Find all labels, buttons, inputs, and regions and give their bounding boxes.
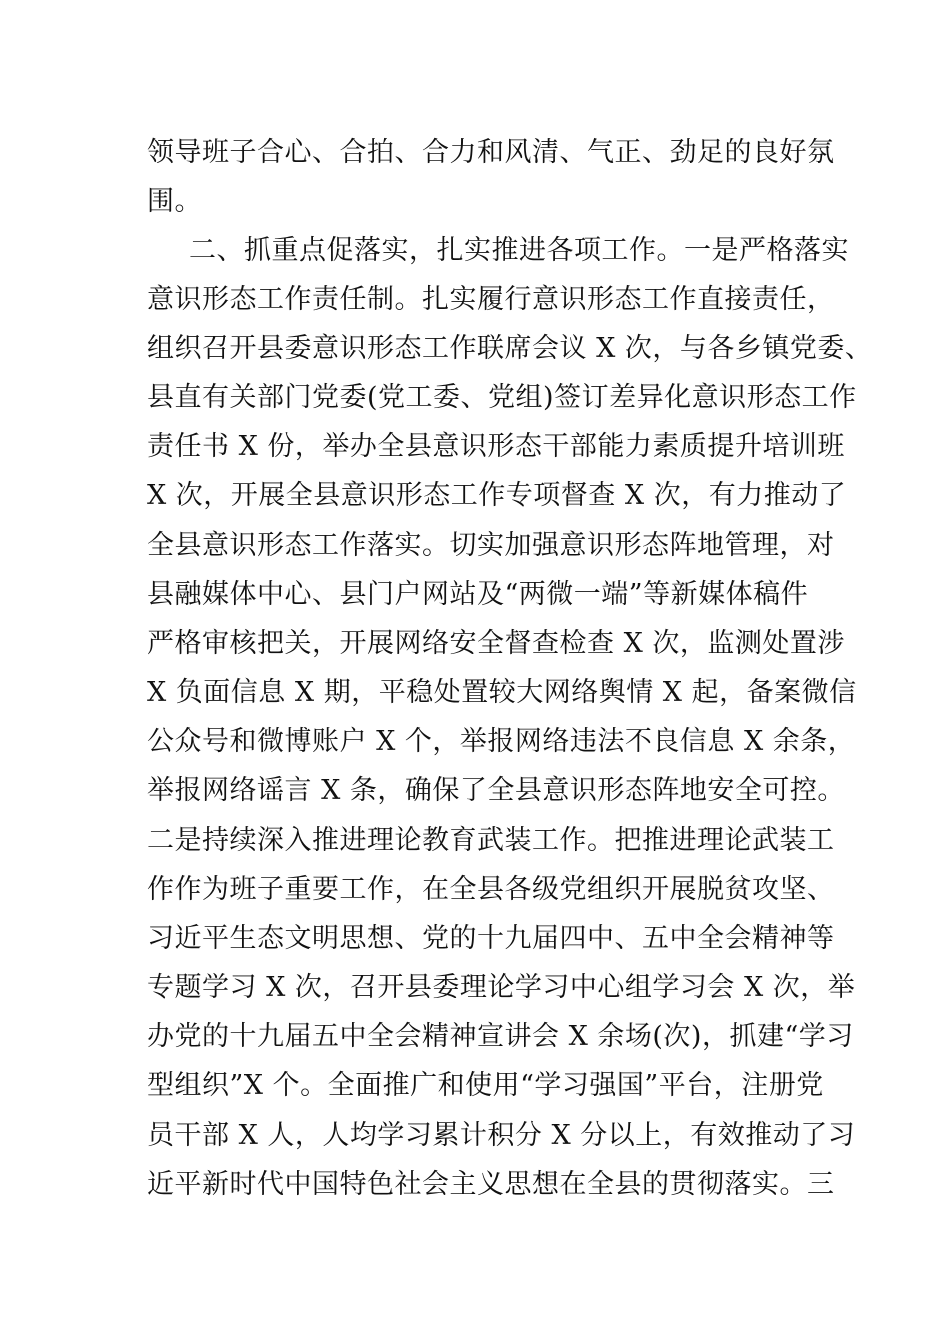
text-line: 型组织”X 个。全面推广和使用“学习强国”平台，注册党 [147, 1070, 824, 1101]
text-line: 员干部 X 人，人均学习累计积分 X 分以上，有效推动了习 [147, 1120, 856, 1151]
text-line: 领导班子合心、合拍、合力和风清、气正、劲足的良好氛 [147, 137, 835, 168]
text-line: X 次，开展全县意识形态工作专项督查 X 次，有力推动了 [147, 480, 847, 511]
text-line: 专题学习 X 次，召开县委理论学习中心组学习会 X 次，举 [147, 972, 856, 1003]
text-line: X 负面信息 X 期，平稳处置较大网络舆情 X 起，备案微信 [147, 677, 857, 708]
text-line: 全县意识形态工作落实。切实加强意识形态阵地管理，对 [147, 530, 835, 561]
text-line: 组织召开县委意识形态工作联席会议 X 次，与各乡镇党委、 [147, 333, 873, 364]
text-line: 县直有关部门党委(党工委、党组)签订差异化意识形态工作 [147, 382, 857, 413]
text-line: 习近平生态文明思想、党的十九届四中、五中全会精神等 [147, 923, 835, 954]
text-line: 严格审核把关，开展网络安全督查检查 X 次，监测处置涉 [147, 628, 845, 659]
text-line: 办党的十九届五中全会精神宣讲会 X 余场(次)，抓建“学习 [147, 1021, 854, 1052]
text-line: 举报网络谣言 X 条，确保了全县意识形态阵地安全可控。 [147, 775, 845, 806]
text-line: 意识形态工作责任制。扎实履行意识形态工作直接责任， [147, 284, 835, 315]
paragraph-start-line: 二、抓重点促落实，扎实推进各项工作。一是严格落实 [189, 235, 849, 266]
text-line: 责任书 X 份，举办全县意识形态干部能力素质提升培训班 [147, 431, 845, 462]
text-line: 近平新时代中国特色社会主义思想在全县的贯彻落实。三 [147, 1169, 835, 1200]
text-line: 二是持续深入推进理论教育武装工作。把推进理论武装工 [147, 825, 835, 856]
text-line: 作作为班子重要工作，在全县各级党组织开展脱贫攻坚、 [147, 874, 835, 905]
text-line: 县融媒体中心、县门户网站及“两微一端”等新媒体稿件 [147, 579, 809, 610]
text-line: 公众号和微博账户 X 个，举报网络违法不良信息 X 余条， [147, 726, 856, 757]
text-line: 围。 [147, 186, 202, 217]
